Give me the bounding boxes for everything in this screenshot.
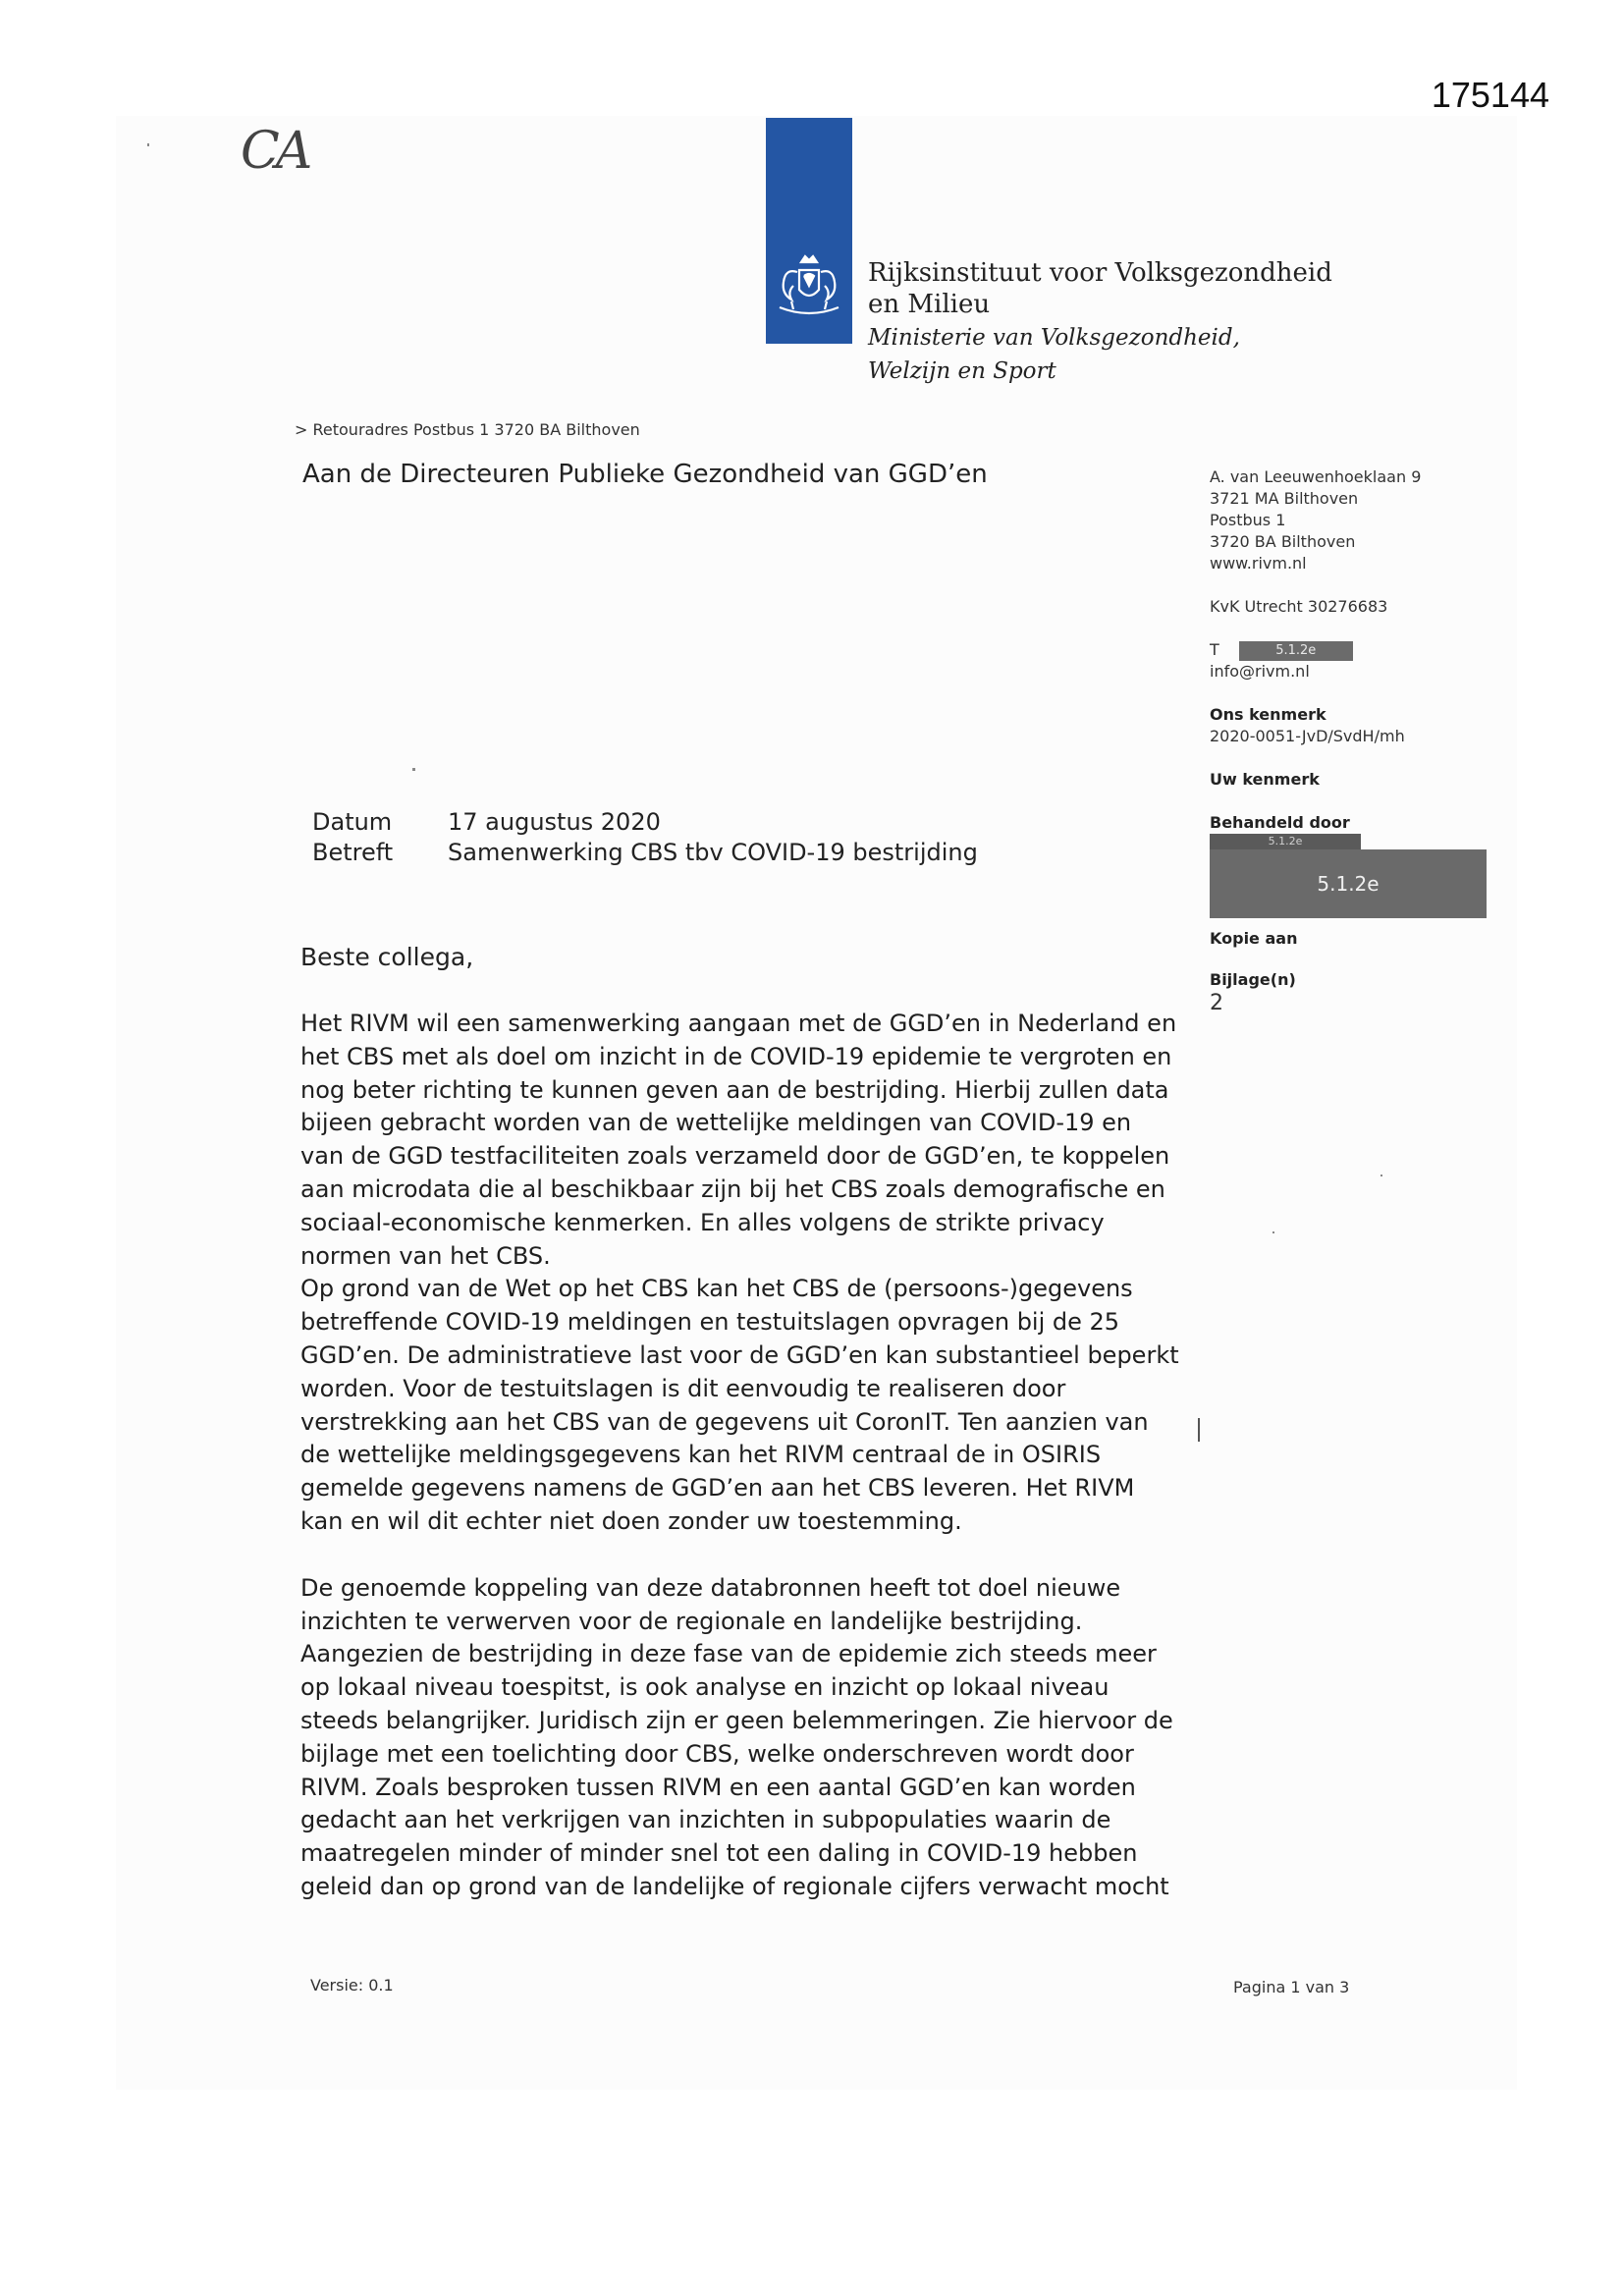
betreft-label: Betreft xyxy=(312,839,394,866)
uw-kenmerk-label: Uw kenmerk xyxy=(1210,770,1320,789)
return-address: > Retouradres Postbus 1 3720 BA Bilthoven xyxy=(295,420,640,439)
betreft-value: Samenwerking CBS tbv COVID-19 bestrijding xyxy=(448,839,978,866)
scan-speck xyxy=(147,143,149,146)
org-line-2: en Milieu xyxy=(868,290,991,319)
paragraph: De genoemde koppeling van deze databronnen heeft tot doel nieuwe inzichten te verwerven voor de regionale en landelijke bestrijding. Aangezien de bestrijding in deze fase van de epidemie zich steeds meer op lokaal niveau toespitst, is ook analyse en inzicht op lokaal niveau steeds belangrijker. Juridisch zijn er geen belemmeringen. Zie hiervoor de bijlage met een toelichting door CBS, welke onderschreven wordt door RIVM. Zoals besproken tussen RIVM en een aantal GGD’en kan worden gedacht aan het verkrijgen van inzichten in subpopulaties waarin de maatregelen minder of minder snel tot een daling in COVID-19 hebben geleid dan op grond van de landelijke of regionale cijfers verwacht mocht xyxy=(300,1573,1173,1900)
bijlagen-value: 2 xyxy=(1210,991,1223,1015)
ons-kenmerk-label: Ons kenmerk xyxy=(1210,705,1326,724)
letter-meta xyxy=(312,807,978,868)
salutation: Beste collega, xyxy=(300,943,474,971)
address-line: A. van Leeuwenhoeklaan 9 xyxy=(1210,467,1422,486)
org-line-1: Rijksinstituut voor Volksgezondheid xyxy=(868,258,1332,288)
betreft-row xyxy=(312,838,978,868)
scan-mark xyxy=(1198,1418,1200,1442)
kopie-aan-label: Kopie aan xyxy=(1210,929,1298,948)
address-line: 3720 BA Bilthoven xyxy=(1210,532,1356,551)
page-number: Pagina 1 van 3 xyxy=(1233,1978,1350,1996)
phone-label: T xyxy=(1210,640,1219,659)
ons-kenmerk-value: 2020-0051-JvD/SvdH/mh xyxy=(1210,727,1405,745)
bijlagen-label: Bijlage(n) xyxy=(1210,970,1296,989)
behandeld-door-label: Behandeld door xyxy=(1210,813,1350,832)
paragraph: Op grond van de Wet op het CBS kan het CBS de (persoons-)gegevens betreffende COVID-19 meldingen en testuitslagen opvragen bij de 25 GGD’en. De administratieve last voor de GGD’en kan substantieel beperkt worden. Voor de testuitslagen is dit eenvoudig te realiseren door verstrekking aan het CBS van de gegevens uit CoronIT. Ten aanzien van de wettelijke meldingsgegevens kan het RIVM centraal de in OSIRIS gemelde gegevens namens de GGD’en aan het CBS leveren. Het RIVM kan en wil dit echter niet doen zonder uw toestemming. xyxy=(300,1275,1179,1535)
scan-speck xyxy=(412,768,415,771)
address-line: 3721 MA Bilthoven xyxy=(1210,489,1359,508)
phone-redaction: 5.1.2e xyxy=(1239,641,1353,661)
version-label: Versie: 0.1 xyxy=(310,1976,394,1995)
organisation-name xyxy=(868,257,1332,387)
website-link[interactable]: www.rivm.nl xyxy=(1210,554,1307,573)
datum-row xyxy=(312,807,978,838)
email-link[interactable]: info@rivm.nl xyxy=(1210,662,1310,681)
address-line: Postbus 1 xyxy=(1210,511,1286,529)
letter-sidebar xyxy=(1210,466,1485,1016)
kvk-number: KvK Utrecht 30276683 xyxy=(1210,597,1388,616)
ministry-line-1: Ministerie van Volksgezondheid, xyxy=(868,325,1240,351)
paragraph: Het RIVM wil een samenwerking aangaan met de GGD’en in Nederland en het CBS met als doel om inzicht in de COVID-19 epidemie te vergroten en nog beter richting te kunnen geven aan de bestrijding. Hierbij zullen data bijeen gebracht worden van de wettelijke meldingen van COVID-19 en van de GGD testfaciliteiten zoals verzameld door de GGD’en, te koppelen aan microdata die al beschikbaar zijn bij het CBS zoals demografische en sociaal-economische kenmerken. En alles volgens de strikte privacy normen van het CBS. xyxy=(300,1010,1177,1270)
scan-speck xyxy=(1272,1231,1274,1233)
addressee: Aan de Directeuren Publieke Gezondheid van GGD’en xyxy=(302,460,988,489)
ministry-line-2: Welzijn en Sport xyxy=(868,358,1056,384)
datum-label: Datum xyxy=(312,808,393,836)
scan-speck xyxy=(1380,1175,1382,1176)
royal-coat-of-arms-icon xyxy=(772,250,846,329)
document-number: 175144 xyxy=(1431,75,1549,115)
rijksoverheid-logo-bar xyxy=(766,118,852,344)
behandeld-door-redaction: 5.1.2e xyxy=(1210,849,1487,918)
handwritten-note: CA xyxy=(241,122,309,181)
phone-row xyxy=(1210,639,1485,661)
datum-value: 17 augustus 2020 xyxy=(448,808,661,836)
letter-body xyxy=(300,1008,1223,1904)
behandeld-door-redaction-strip: 5.1.2e xyxy=(1210,834,1361,849)
